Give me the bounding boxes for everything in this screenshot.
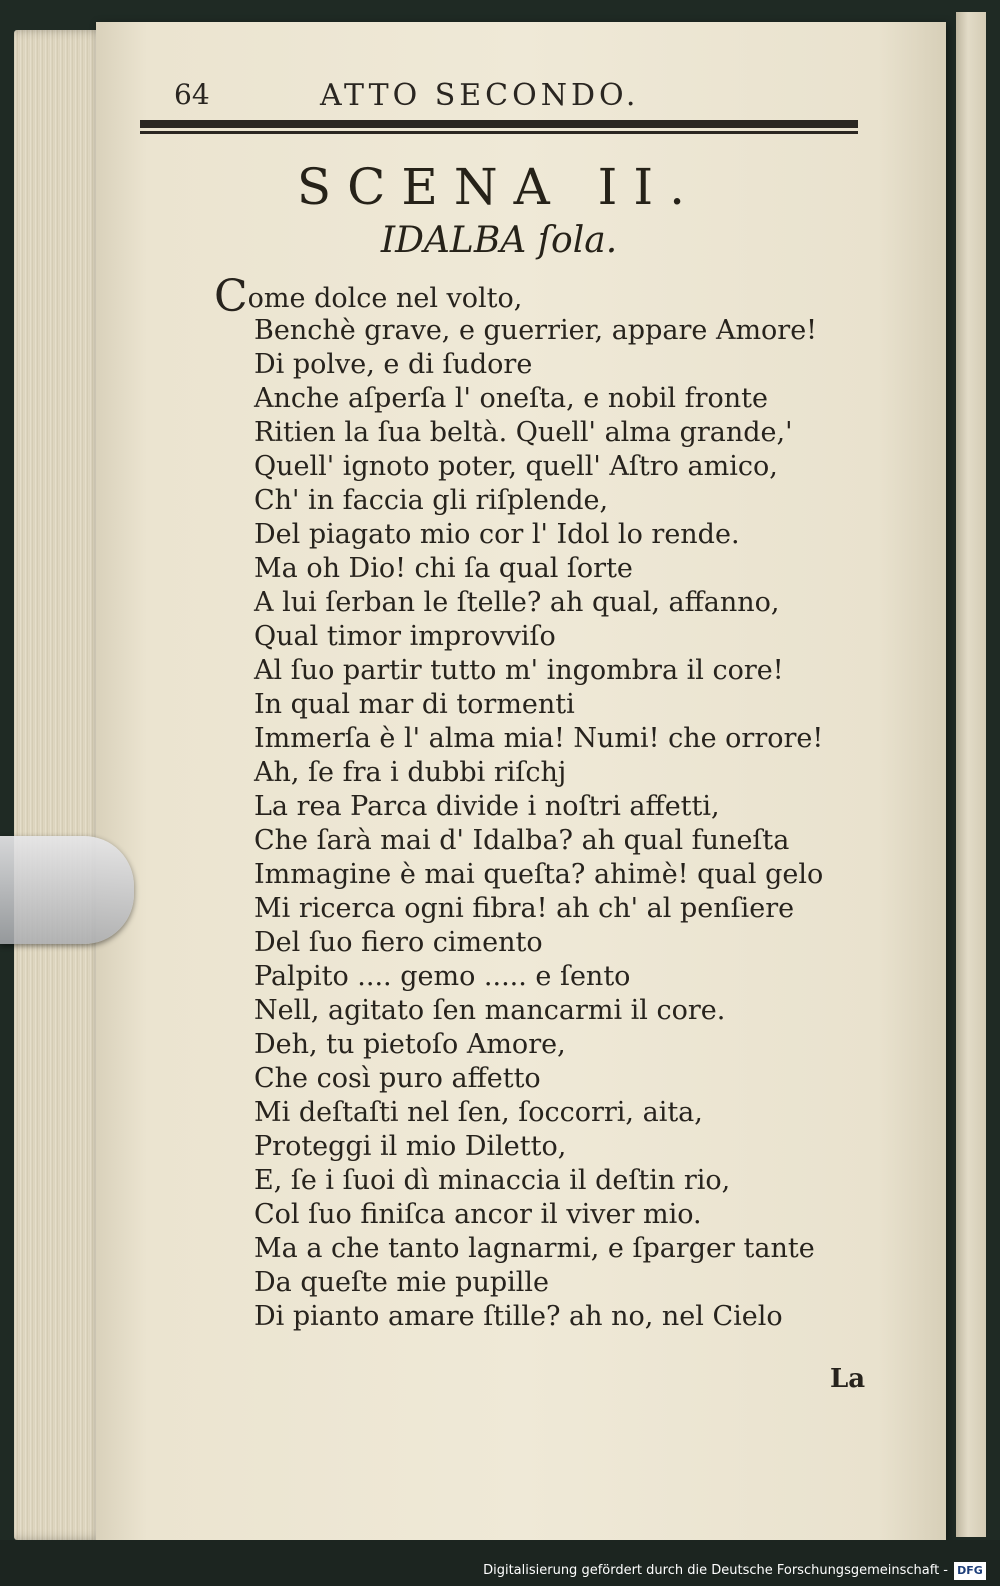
page-header [174, 78, 864, 114]
verse-line: Di polve, e di ſudore [254, 349, 533, 380]
verse-line: Di pianto amare ſtille? ah no, nel Cielo [254, 1301, 783, 1332]
verse-line: Quell' ignoto poter, quell' Aſtro amico, [254, 451, 778, 482]
drop-cap: C [214, 271, 248, 322]
verse-line: Col ſuo finiſca ancor il viver mio. [254, 1199, 702, 1230]
verse-line: Ma oh Dio! chi ſa qual ſorte [254, 553, 633, 584]
verse-line-text: ome dolce nel volto, [247, 283, 523, 314]
page-number: 64 [174, 78, 210, 111]
verse-line: Anche aſperſa l' oneſta, e nobil fronte [254, 383, 768, 414]
verse-line: Nell, agitato ſen mancarmi il core. [254, 995, 726, 1026]
verse-line: Del piagato mio cor l' Idol lo rende. [254, 519, 740, 550]
verse-line: Del ſuo fiero cimento [254, 927, 543, 958]
dfg-logo: DFG [954, 1562, 986, 1580]
verse-line: Da queſte mie pupille [254, 1267, 550, 1298]
verse-line: In qual mar di tormenti [254, 689, 575, 720]
verse-line: Immagine è mai queſta? ahimè! qual gelo [254, 859, 824, 890]
page-clip [0, 836, 134, 944]
verse-block [214, 271, 874, 1334]
verse-line: La rea Parca divide i noſtri affetti, [254, 791, 720, 822]
verse-line: Mi deſtaſti nel ſen, ſoccorri, aita, [254, 1097, 703, 1128]
verse-line: Benchè grave, e guerrier, appare Amore! [254, 315, 818, 346]
verse-line: Al ſuo partir tutto m' ingombra il core! [254, 655, 784, 686]
scene-title: SCENA II. [296, 158, 702, 216]
character-heading: IDALBA ſola. [380, 220, 618, 261]
verse-line: Ah, ſe fra i dubbi riſchj [254, 757, 567, 788]
verse-line: Che così puro affetto [254, 1063, 541, 1094]
verse-line: Ch' in faccia gli riſplende, [254, 485, 609, 516]
verse-line: Qual timor improvviſo [254, 621, 556, 652]
facing-page-edge [956, 12, 986, 1537]
catchword: La [830, 1364, 866, 1394]
digitization-credit: Digitalisierung gefördert durch die Deutsche Forschungsgemeinschaft - [483, 1563, 948, 1578]
verse-line: A lui ſerban le ſtelle? ah qual, affanno, [254, 587, 780, 618]
verse-line: Deh, tu pietoſo Amore, [254, 1029, 566, 1060]
verse-line-first [214, 271, 874, 322]
running-title: ATTO SECONDO. [320, 78, 640, 113]
verse-line: Ritien la ſua beltà. Quell' alma grande,' [254, 417, 793, 448]
verse-line: Immerſa è l' alma mia! Numi! che orrore! [254, 723, 824, 754]
verse-line: Che ſarà mai d' Idalba? ah qual funeſta [254, 825, 790, 856]
header-rule-thin [140, 131, 858, 134]
header-rule [140, 120, 858, 128]
verse-line: Ma a che tanto lagnarmi, e ſparger tante [254, 1233, 815, 1264]
verse-line: E, ſe i ſuoi dì minaccia il deſtin rio, [254, 1165, 731, 1196]
verse-line: Mi ricerca ogni fibra! ah ch' al penſiere [254, 893, 795, 924]
verse-line: Palpito .... gemo ..... e ſento [254, 961, 631, 992]
verse-line: Proteggi il mio Diletto, [254, 1131, 567, 1162]
